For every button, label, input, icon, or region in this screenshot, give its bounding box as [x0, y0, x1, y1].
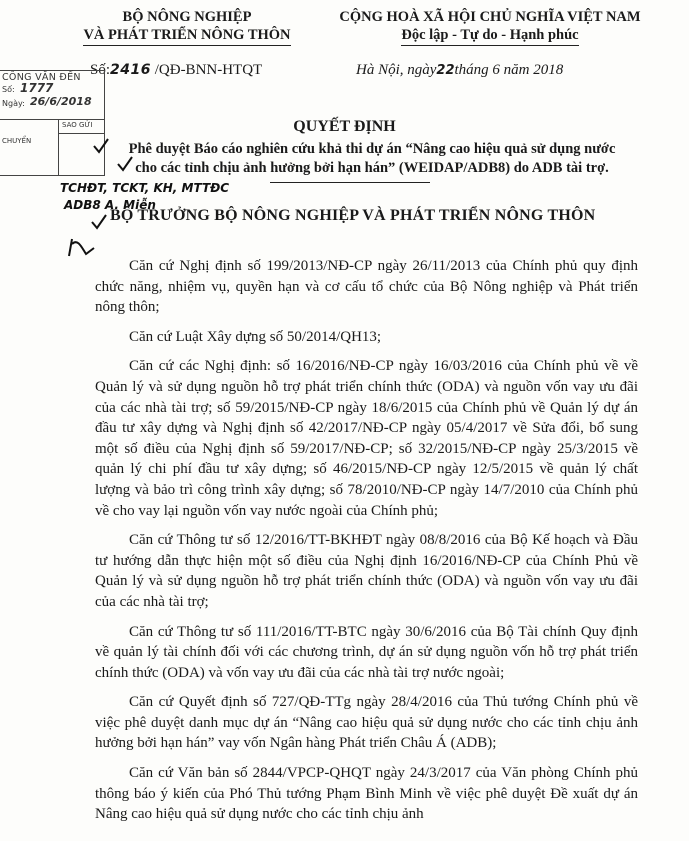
document-title: QUYẾT ĐỊNH: [293, 118, 396, 135]
document-body: [95, 256, 638, 834]
document-number: [90, 62, 262, 79]
national-motto: Độc lập - Tự do - Hạnh phúc: [401, 26, 578, 46]
subject-line-1: Phê duyệt Báo cáo nghiên cứu khả thi dự án “Nâng cao hiệu quả sử dụng nước: [128, 141, 616, 157]
subject-line-2: cho các tỉnh chịu ảnh hưởng bởi hạn hán” (WEIDAP/ADB8) do ADB tài trợ.: [135, 160, 609, 176]
date-place: Hà Nội, ngày: [356, 62, 437, 78]
check-mark-icon: [92, 138, 110, 154]
stamp-heading: CÔNG VĂN ĐẾN: [2, 72, 81, 83]
check-mark-icon: [116, 156, 134, 172]
signature-scribble-icon: [66, 236, 96, 260]
ministry-name-line2: VÀ PHÁT TRIỂN NÔNG THÔN: [83, 26, 290, 46]
subject-underline: [270, 182, 430, 183]
stamp-sao-gui: SAO GỬI: [62, 121, 93, 129]
date-day: 22: [436, 63, 455, 78]
docno-number: 2416: [110, 62, 151, 78]
document-subject: [112, 140, 632, 178]
paragraph: Căn cứ Văn bản số 2844/VPCP-QHQT ngày 24/3/2017 của Văn phòng Chính phủ thông báo ý kiến của Phó Thủ tướng Phạm Bình Minh về việc phê duyệt Đề xuất dự án Nâng cao hiệu quả sử dụng nước cho các tỉnh chịu ảnh: [95, 765, 638, 823]
handwritten-line-2: ADB8 A. Miễn: [64, 198, 156, 212]
docno-prefix: Số:: [90, 62, 111, 78]
paragraph: Căn cứ các Nghị định: số 16/2016/NĐ-CP ngày 16/03/2016 của Chính phủ về về Quản lý và sử dụng nguồn hỗ trợ phát triển chính thức (ODA) và nguồn vốn vay ưu đãi của các nhà tài trợ; số 59/2015/NĐ-CP ngày 18/6/2015 của Chính phủ về Quản lý dự án đầu tư xây dựng và Nghị định số 42/2017/NĐ-CP ngày 05/4/2017 về Sửa đổi, bổ sung một số điều của Nghị định số 59/2017/NĐ-CP; số 32/2015/NĐ-CP ngày 25/3/2015 về quản lý chi phí đầu tư xây dựng; số 46/2015/NĐ-CP ngày 12/5/2015 về quản lý chất lượng và bảo trì công trình xây dựng; số 78/2010/NĐ-CP ngày 14/7/2010 của Chính phủ về cho vay lại nguồn vốn vay nước ngoài của Chính phủ;: [95, 358, 638, 519]
check-mark-icon: [90, 214, 108, 230]
stamp-ngay-value: 26/6/2018: [30, 95, 92, 108]
document-date: [356, 62, 563, 79]
stamp-ngay-label: Ngày:: [2, 99, 25, 108]
stamp-chuyen: CHUYỂN: [2, 137, 32, 145]
docno-suffix: /QĐ-BNN-HTQT: [154, 62, 263, 78]
country-name: CỘNG HOÀ XÃ HỘI CHỦ NGHĨA VIỆT NAM: [339, 9, 641, 25]
paragraph: Căn cứ Luật Xây dựng số 50/2014/QH13;: [129, 328, 382, 345]
handwritten-line-1: TCHĐT, TCKT, KH, MTTĐC: [60, 181, 230, 195]
ministry-name-line1: BỘ NÔNG NGHIỆP: [122, 9, 252, 25]
paragraph: Căn cứ Thông tư số 12/2016/TT-BKHĐT ngày 08/8/2016 của Bộ Kế hoạch và Đầu tư hướng dẫn thực hiện một số điều của Nghị định 16/2016/NĐ-CP của Chính Phủ về Quản lý và sử dụng nguồn hỗ trợ phát triển chính thức (ODA) và nguồn vốn vay ưu đãi của các nhà tài trợ;: [95, 532, 638, 610]
issuing-authority: BỘ TRƯỞNG BỘ NÔNG NGHIỆP VÀ PHÁT TRIỂN NÔNG THÔN: [110, 207, 596, 224]
paragraph: Căn cứ Quyết định số 727/QĐ-TTg ngày 28/4/2016 của Thủ tướng Chính phủ về việc phê duyệt danh mục dự án “Nâng cao hiệu quả sử dụng nước cho các tỉnh chịu ảnh hưởng bởi hạn hán” vay vốn Ngân hàng Phát triển Châu Á (ADB);: [95, 694, 638, 752]
national-header: [300, 8, 680, 46]
ministry-header: [62, 8, 312, 46]
paragraph: Căn cứ Nghị định số 199/2013/NĐ-CP ngày 26/11/2013 của Chính phủ quy định chức năng, nhiệm vụ, quyền hạn và cơ cấu tổ chức của Bộ Nông nghiệp và Phát triển nông thôn;: [95, 258, 638, 316]
paragraph: Căn cứ Thông tư số 111/2016/TT-BTC ngày 30/6/2016 của Bộ Tài chính Quy định về quản lý tài chính đối với các chương trình, dự án sử dụng nguồn vốn hỗ trợ phát triển chính thức (ODA) và vốn vay ưu đãi của các nhà tài trợ nước ngoài;: [95, 623, 638, 681]
date-rest: tháng 6 năm 2018: [454, 62, 564, 78]
stamp-so-value: 1777: [20, 81, 54, 95]
stamp-so-label: Số:: [2, 85, 15, 94]
